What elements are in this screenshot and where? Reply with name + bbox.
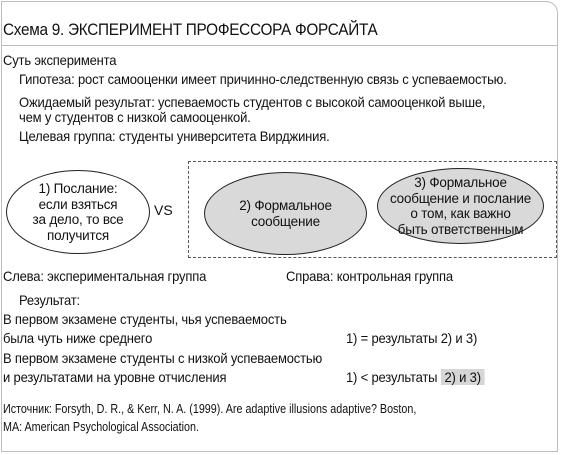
control-group-2-oval — [204, 172, 367, 255]
control-group-3-text: 3) Формальное сообщение и послание о том, как важно быть ответственным — [389, 175, 532, 237]
essence-heading: Суть эксперимента — [3, 52, 117, 68]
result-row2-highlight: 2) и 3) — [441, 369, 485, 385]
control-group-2-text: 2) Формальное сообщение — [239, 198, 332, 229]
figure-title: Схема 9. ЭКСПЕРИМЕНТ ПРОФЕССОРА ФОРСАЙТА — [3, 21, 378, 39]
experimental-group-text: 1) Послание: если взяться за дело, то все получится — [32, 181, 124, 243]
hypothesis-text: Гипотеза: рост самооценки имеет причинно-следственную связь с успеваемостью. — [19, 71, 507, 87]
results-heading: Результат: — [19, 292, 80, 308]
title-divider — [1, 45, 558, 46]
result-row2-line2: и результатами на уровне отчисления — [3, 369, 227, 385]
result-row1-value: 1) = результаты 2) и 3) — [346, 330, 478, 346]
result-row2-value-prefix: 1) < результаты — [346, 369, 441, 385]
experimental-group-oval — [6, 170, 150, 254]
right-group-label: Справа: контрольная группа — [286, 268, 453, 284]
result-row2-value — [346, 369, 485, 385]
control-group-3-oval — [377, 168, 544, 244]
target-group-text: Целевая группа: студенты университета Вирджиния. — [19, 128, 330, 144]
result-row2-line1: В первом экзамене студенты с низкой успеваемостью — [3, 350, 323, 366]
result-row1-line2: была чуть ниже среднего — [3, 330, 153, 346]
result-row1-line1: В первом экзамене студенты, чья успеваемость — [3, 311, 287, 327]
expected-result-line2: чем у студентов с низкой самооценкой. — [19, 109, 251, 125]
source-line1: Источник: Forsyth, D. R., & Kerr, N. A. (1999). Are adaptive illusions adaptive? Boston, — [3, 402, 417, 416]
left-group-label: Слева: экспериментальная группа — [3, 268, 207, 284]
expected-result-line1: Ожидаемый результат: успеваемость студентов с высокой самооценкой выше, — [19, 94, 486, 110]
versus-label: VS — [154, 202, 173, 218]
source-line2: MA: American Psychological Association. — [3, 420, 199, 434]
